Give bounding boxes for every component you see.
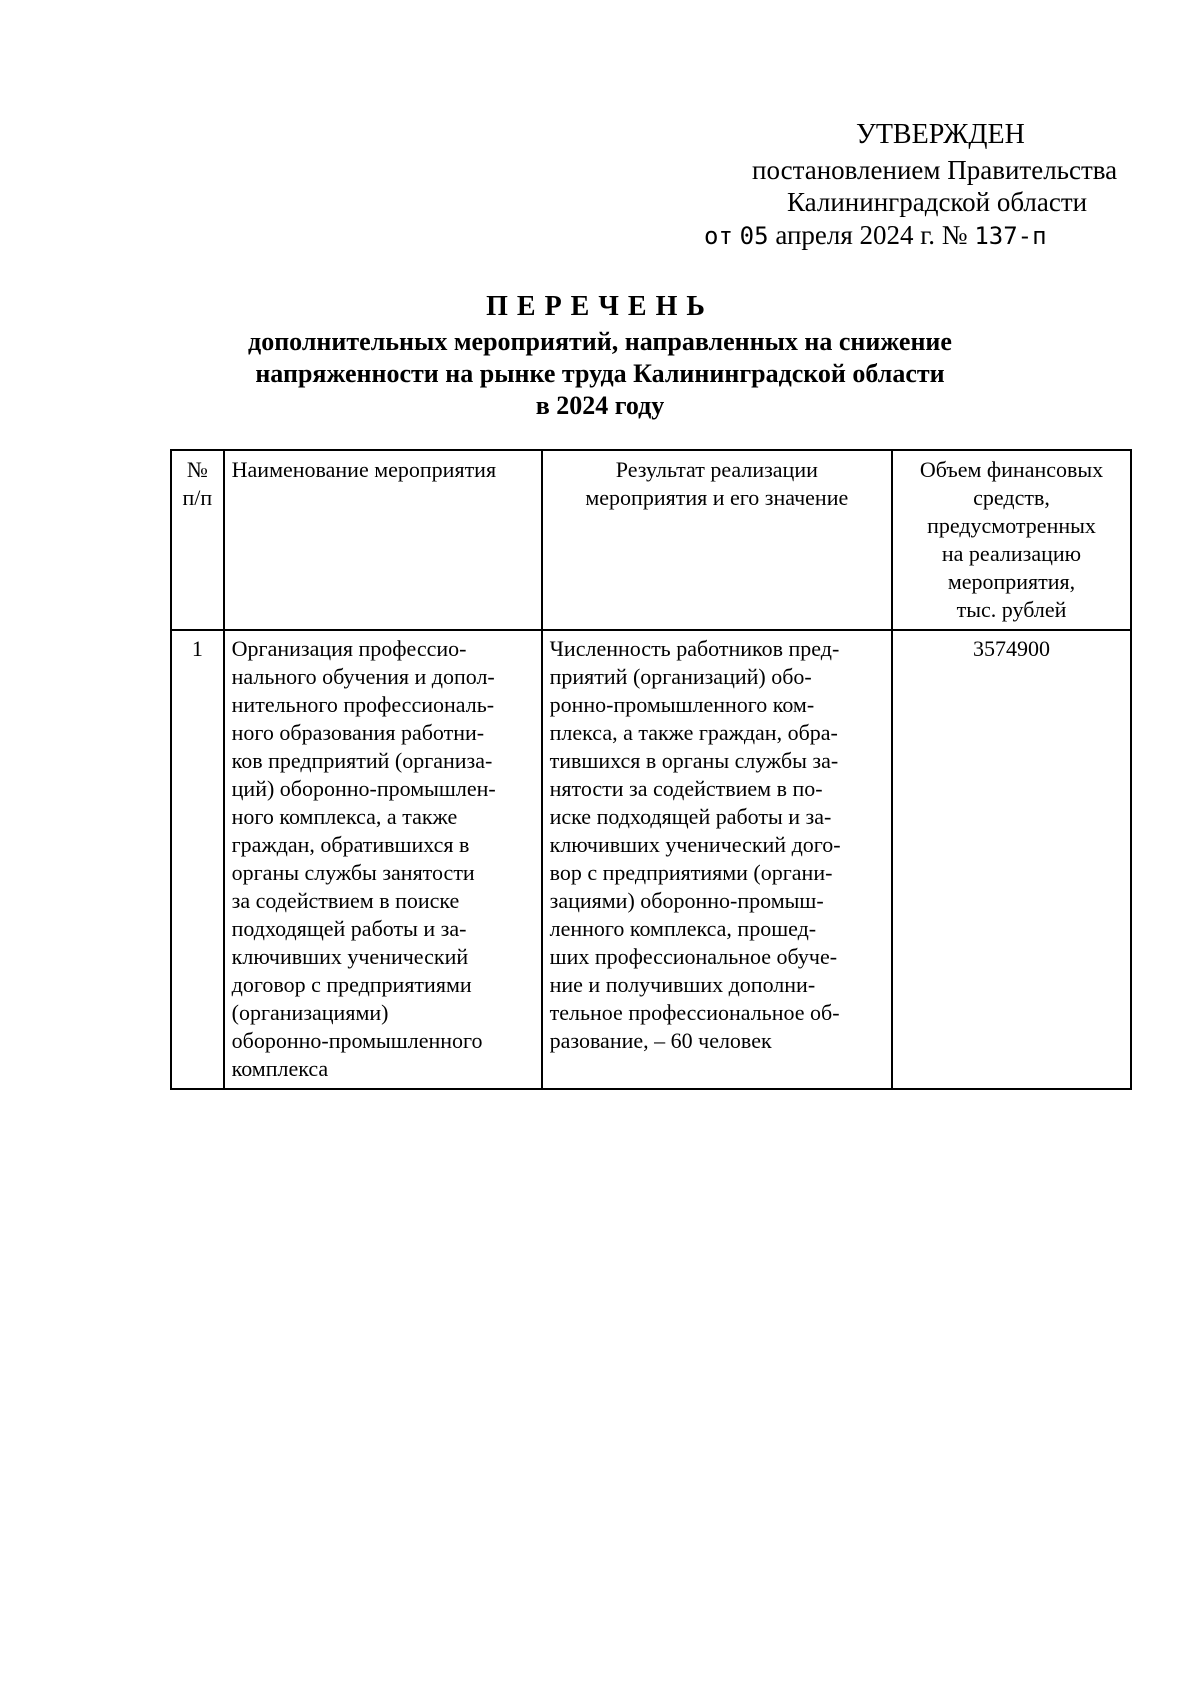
approval-date-line (704, 219, 1047, 253)
document-title: ПЕРЕЧЕНЬ (486, 291, 714, 322)
approval-title: УТВЕРЖДЕН (856, 119, 1025, 150)
row-num: 1 (171, 630, 224, 1089)
row-name: Организация профессио- нального обучения и допол- нительного профессиональ- ного образования работни- ков предприятий (организа- ций) оборонно-промышлен- ного комплекса, а также граждан, обратившихся в органы службы занятости за содействием в поиске подходящей работы и за- ключивших ученический договор с предприятиями (организациями) оборонно-промышленного комплекса (224, 630, 542, 1089)
measures-table (170, 449, 1132, 1090)
doc-number: 137-п (974, 222, 1047, 250)
header-funding: Объем финансовых средств, предусмотренных на реализацию мероприятия, тыс. рублей (892, 450, 1131, 630)
document-subtitle: дополнительных мероприятий, направленных на снижение напряженности на рынке труда Калининградской области в 2024 году (248, 327, 952, 420)
table-header-row (171, 450, 1131, 630)
row-funding: 3574900 (892, 630, 1131, 1089)
table-row (171, 630, 1131, 1089)
date-year: 2024 г. № (859, 220, 968, 250)
header-name: Наименование мероприятия (224, 450, 542, 630)
header-num: № п/п (171, 450, 224, 630)
approval-region-line: Калининградской области (787, 187, 1088, 217)
date-day: 05 (739, 222, 769, 250)
header-result: Результат реализации мероприятия и его значение (542, 450, 892, 630)
document-title-block (0, 290, 1200, 422)
approval-issuer-line: постановлением Правительства (752, 155, 1118, 185)
date-month: апреля (775, 220, 853, 250)
row-result: Численность работников пред- приятий (организаций) обо- ронно-промышленного ком- плекса, а также граждан, обра- тившихся в органы службы за- нятости за содействием в по- иске подходящей работы и за- ключивших ученический дого- вор с предприятиями (органи- зациями) оборонно-промыш- ленного комплекса, прошед- ших профессиональное обуче- ние и получивших дополни- тельное профессиональное об- разование, – 60 человек (542, 630, 892, 1089)
date-prefix: от (704, 222, 733, 250)
